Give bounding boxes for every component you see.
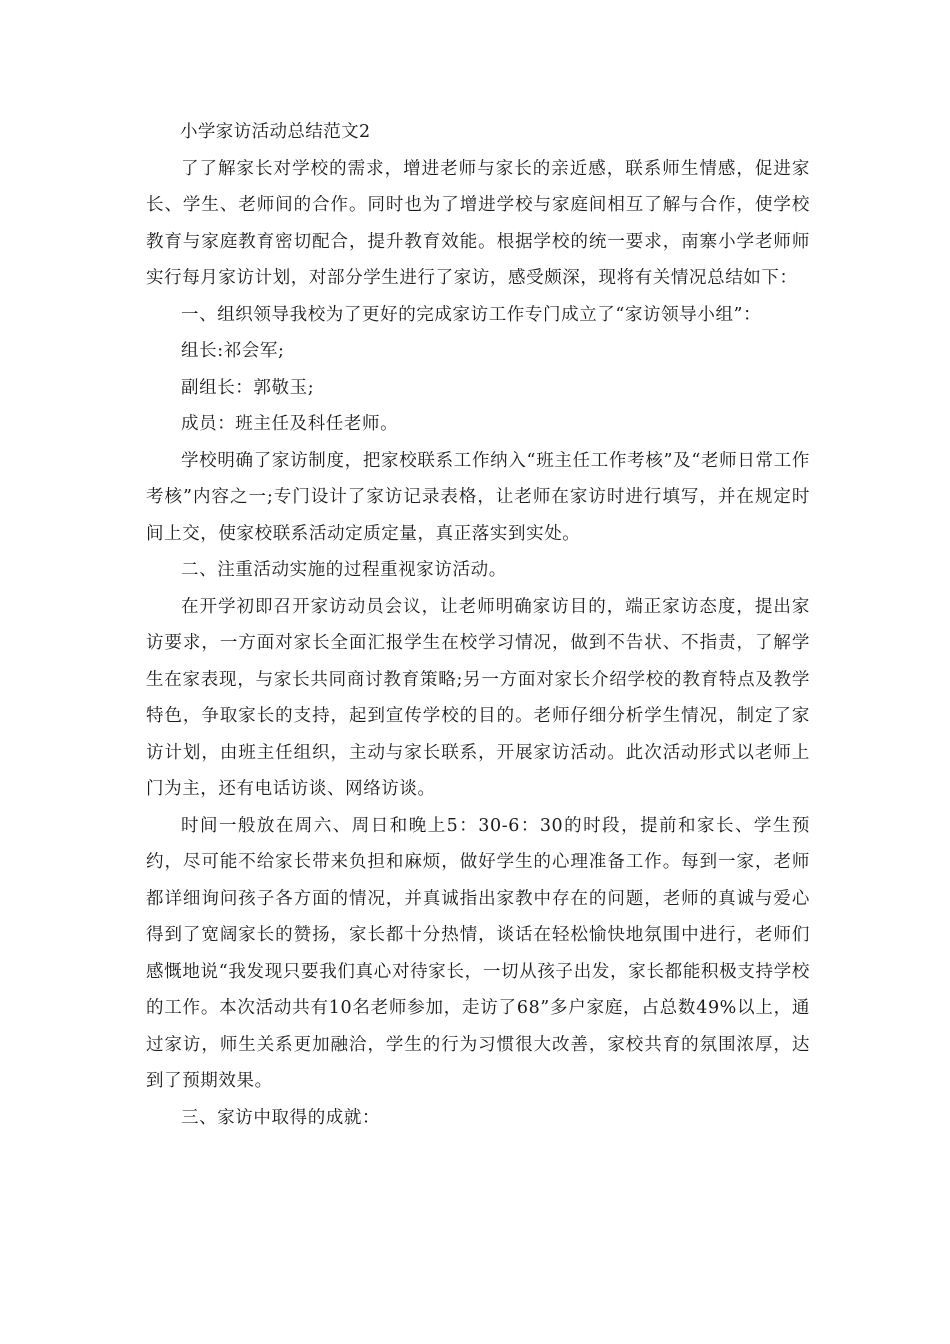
paragraph-timing: 时间一般放在周六、周日和晚上5：30-6：30的时段，提前和家长、学生预约，尽可能不给家长带来负担和麻烦，做好学生的心理准备工作。每到一家，老师都详细询问孩子各方面的情况，并真诚指出家教中存在的问题，老师的真诚与爱心得到了宽阔家长的赞扬，家长都十分热情，谈话在轻松愉快地氛围中进行，老师们感慨地说“我发现只要我们真心对待家长，一切从孩子出发，家长都能积极支持学校的工作。本次活动共有10名老师参加，走访了68”多户家庭，占总数49%以上，通过家访，师生关系更加融洽，学生的行为习惯很大改善，家校共育的氛围浓厚，达到了预期效果。 (146, 815, 810, 1091)
section-heading-process: 二、注重活动实施的过程重视家访活动。 (181, 560, 507, 580)
section-heading-organization: 一、组织领导我校为了更好的完成家访工作专门成立了“家访领导小组”： (181, 304, 762, 325)
section-heading-achievements: 三、家访中取得的成就： (181, 1107, 381, 1128)
document-body (146, 114, 810, 1136)
paragraph-intro: 了了解家长对学校的需求，增进老师与家长的亲近感，联系师生情感，促进家长、学生、老师间的合作。同时也为了增进学校与家庭间相互了解与合作，使学校教育与家庭教育密切配合，提升教育效能。根据学校的统一要求，南寨小学老师师实行每月家访计划，对部分学生进行了家访，感受颇深，现将有关情况总结如下： (146, 158, 810, 288)
paragraph-process: 在开学初即召开家访动员会议，让老师明确家访目的，端正家访态度，提出家访要求，一方面对家长全面汇报学生在校学习情况，做到不告状、不指责，了解学生在家表现，与家长共同商讨教育策略;另一方面对家长介绍学校的教育特点及教学特色，争取家长的支持，起到宣传学校的目的。老师仔细分析学生情况，制定了家访计划，由班主任组织，主动与家长联系，开展家访活动。此次活动形式以老师上门为主，还有电话访谈、网络访谈。 (146, 596, 810, 799)
paragraph-members: 成员：班主任及科任老师。 (181, 414, 399, 434)
document-title: 小学家访活动总结范文2 (180, 122, 371, 142)
paragraph-deputy-leader: 副组长：郭敬玉; (181, 377, 315, 398)
paragraph-team-leader: 组长:祁会军; (181, 341, 285, 361)
paragraph-system: 学校明确了家访制度，把家校联系工作纳入“班主任工作考核”及“老师日常工作考核”内容之一;专门设计了家访记录表格，让老师在家访时进行填写，并在规定时间上交，使家校联系活动定质定量，真正落实到实处。 (146, 450, 810, 544)
